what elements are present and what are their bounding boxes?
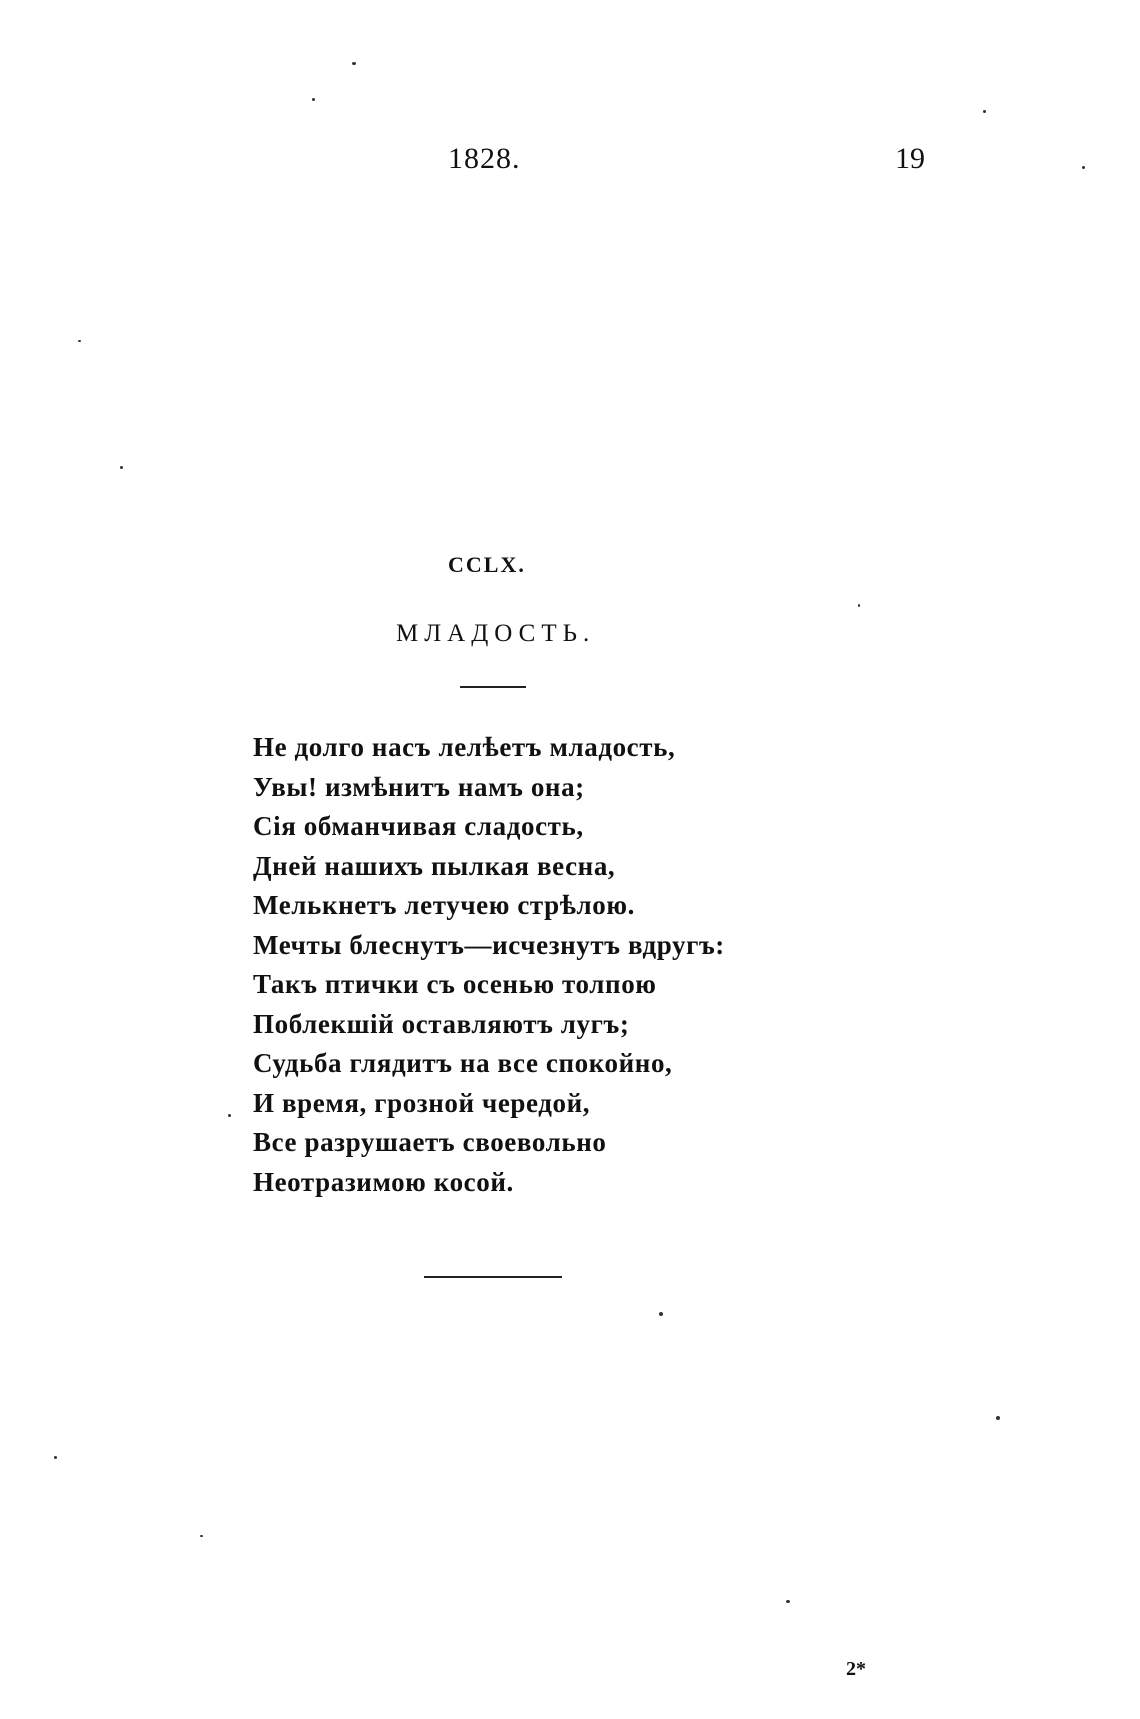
scan-speck bbox=[983, 110, 986, 113]
poem-line: Поблекшій оставляютъ лугъ; bbox=[253, 1008, 630, 1039]
scan-speck bbox=[228, 1114, 231, 1117]
poem-title: МЛАДОСТЬ. bbox=[396, 620, 596, 647]
poem-text bbox=[253, 728, 725, 1202]
poem-line: Дней нашихъ пылкая весна, bbox=[253, 850, 616, 881]
poem-number: CCLX. bbox=[448, 552, 526, 577]
scan-speck bbox=[1082, 166, 1085, 169]
scan-speck bbox=[120, 466, 123, 469]
scan-speck bbox=[200, 1535, 203, 1537]
poem-line: Судьба глядитъ на все спокойно, bbox=[253, 1048, 673, 1078]
scan-speck bbox=[54, 1456, 57, 1459]
scan-speck bbox=[352, 62, 356, 65]
scan-speck bbox=[78, 340, 81, 342]
end-divider bbox=[424, 1276, 562, 1278]
poem-line: Сія обманчивая сладость, bbox=[253, 811, 584, 841]
running-head-year: 1828. bbox=[448, 142, 521, 175]
poem-line: Неотразимою косой. bbox=[253, 1166, 514, 1197]
poem-line: Не долго насъ лелѣетъ младость, bbox=[253, 732, 676, 762]
scan-speck bbox=[312, 98, 315, 101]
printer-signature-mark: 2* bbox=[846, 1658, 866, 1680]
poem-line: И время, грозной чередой, bbox=[253, 1087, 591, 1118]
scan-speck bbox=[786, 1600, 790, 1603]
page-number: 19 bbox=[895, 142, 925, 175]
poem-line: Такъ птички съ осенью толпою bbox=[253, 969, 657, 999]
poem-line: Мелькнетъ летучею стрѣлою. bbox=[253, 890, 635, 920]
poem-line: Все разрушаетъ своевольно bbox=[253, 1127, 607, 1157]
scan-speck bbox=[858, 604, 860, 607]
title-divider bbox=[460, 686, 526, 688]
poem-line: Мечты блеснутъ—исчезнутъ вдругъ: bbox=[253, 929, 725, 960]
scan-speck bbox=[659, 1312, 663, 1316]
scan-speck bbox=[996, 1416, 1000, 1420]
poem-line: Увы! измѣнитъ намъ она; bbox=[253, 771, 585, 802]
